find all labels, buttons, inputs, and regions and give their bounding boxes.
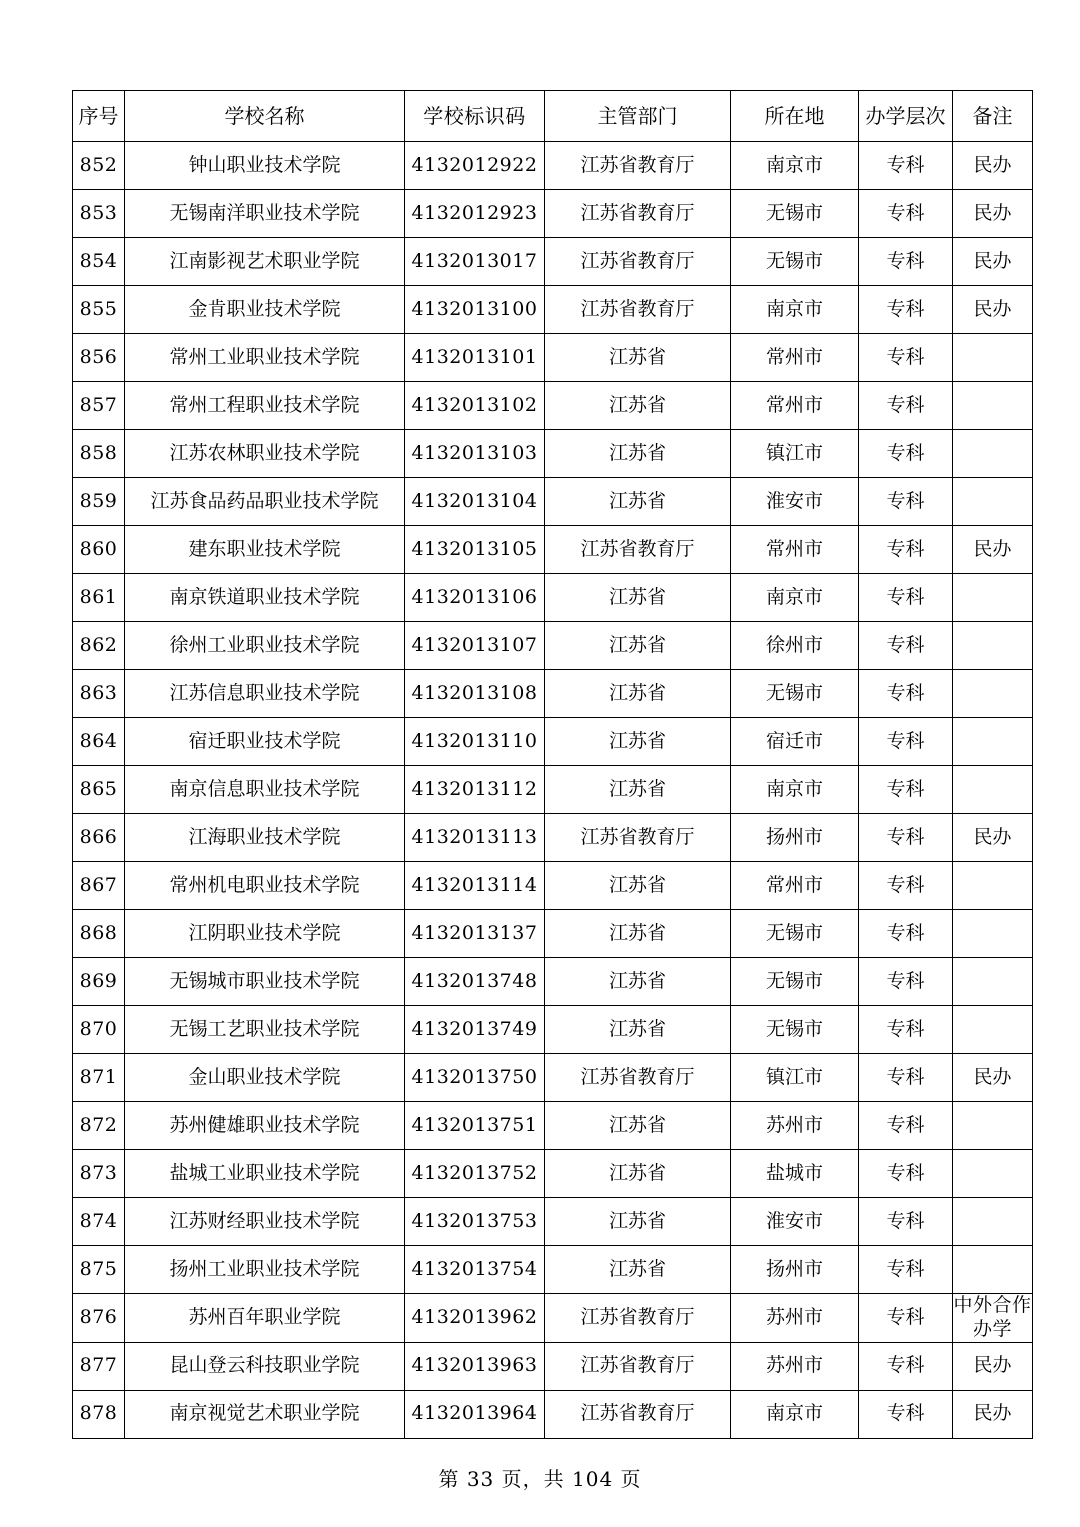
cell-remark xyxy=(953,478,1033,526)
table-header xyxy=(73,91,1033,142)
cell-remark xyxy=(953,622,1033,670)
cell-location: 苏州市 xyxy=(731,1342,859,1390)
cell-index: 872 xyxy=(73,1102,125,1150)
cell-school-name: 常州工业职业技术学院 xyxy=(125,334,405,382)
cell-level: 专科 xyxy=(859,766,953,814)
cell-remark: 民办 xyxy=(953,1342,1033,1390)
cell-school-code: 4132013100 xyxy=(405,286,545,334)
cell-school-name: 盐城工业职业技术学院 xyxy=(125,1150,405,1198)
cell-level: 专科 xyxy=(859,1102,953,1150)
cell-department: 江苏省教育厅 xyxy=(545,286,731,334)
cell-location: 淮安市 xyxy=(731,478,859,526)
cell-level: 专科 xyxy=(859,1006,953,1054)
cell-department: 江苏省教育厅 xyxy=(545,1054,731,1102)
cell-school-name: 徐州工业职业技术学院 xyxy=(125,622,405,670)
cell-school-code: 4132013102 xyxy=(405,382,545,430)
cell-index: 864 xyxy=(73,718,125,766)
cell-school-code: 4132013101 xyxy=(405,334,545,382)
cell-index: 875 xyxy=(73,1246,125,1294)
cell-department: 江苏省教育厅 xyxy=(545,526,731,574)
table-row xyxy=(73,286,1033,334)
cell-school-name: 扬州工业职业技术学院 xyxy=(125,1246,405,1294)
cell-school-name: 无锡城市职业技术学院 xyxy=(125,958,405,1006)
cell-school-name: 南京铁道职业技术学院 xyxy=(125,574,405,622)
cell-department: 江苏省教育厅 xyxy=(545,1342,731,1390)
cell-level: 专科 xyxy=(859,382,953,430)
cell-index: 869 xyxy=(73,958,125,1006)
cell-location: 无锡市 xyxy=(731,238,859,286)
cell-index: 858 xyxy=(73,430,125,478)
cell-index: 878 xyxy=(73,1390,125,1438)
cell-level: 专科 xyxy=(859,574,953,622)
cell-school-code: 4132013962 xyxy=(405,1294,545,1343)
column-header-location: 所在地 xyxy=(731,91,859,142)
cell-remark xyxy=(953,334,1033,382)
cell-location: 淮安市 xyxy=(731,1198,859,1246)
column-header-remark: 备注 xyxy=(953,91,1033,142)
cell-school-name: 江南影视艺术职业学院 xyxy=(125,238,405,286)
cell-school-name: 江苏财经职业技术学院 xyxy=(125,1198,405,1246)
cell-index: 868 xyxy=(73,910,125,958)
table-row xyxy=(73,1006,1033,1054)
cell-remark: 民办 xyxy=(953,526,1033,574)
cell-remark xyxy=(953,670,1033,718)
cell-department: 江苏省 xyxy=(545,574,731,622)
cell-location: 扬州市 xyxy=(731,814,859,862)
cell-index: 866 xyxy=(73,814,125,862)
cell-department: 江苏省 xyxy=(545,766,731,814)
cell-level: 专科 xyxy=(859,814,953,862)
cell-school-code: 4132013749 xyxy=(405,1006,545,1054)
cell-location: 南京市 xyxy=(731,142,859,190)
cell-location: 徐州市 xyxy=(731,622,859,670)
cell-remark xyxy=(953,766,1033,814)
table-row xyxy=(73,1294,1033,1343)
cell-index: 871 xyxy=(73,1054,125,1102)
cell-school-code: 4132013106 xyxy=(405,574,545,622)
table-body xyxy=(73,142,1033,1439)
cell-school-name: 昆山登云科技职业学院 xyxy=(125,1342,405,1390)
cell-school-code: 4132013748 xyxy=(405,958,545,1006)
cell-department: 江苏省 xyxy=(545,1198,731,1246)
cell-school-name: 宿迁职业技术学院 xyxy=(125,718,405,766)
cell-remark xyxy=(953,1198,1033,1246)
page-footer: 第 33 页，共 104 页 xyxy=(438,1467,642,1491)
cell-level: 专科 xyxy=(859,1294,953,1343)
cell-level: 专科 xyxy=(859,910,953,958)
cell-level: 专科 xyxy=(859,334,953,382)
cell-location: 无锡市 xyxy=(731,958,859,1006)
cell-school-code: 4132013964 xyxy=(405,1390,545,1438)
cell-index: 852 xyxy=(73,142,125,190)
table-row xyxy=(73,862,1033,910)
cell-school-name: 江海职业技术学院 xyxy=(125,814,405,862)
cell-department: 江苏省教育厅 xyxy=(545,1390,731,1438)
cell-level: 专科 xyxy=(859,862,953,910)
column-header-school-code: 学校标识码 xyxy=(405,91,545,142)
cell-level: 专科 xyxy=(859,1198,953,1246)
cell-school-code: 4132013112 xyxy=(405,766,545,814)
table-row xyxy=(73,526,1033,574)
cell-department: 江苏省 xyxy=(545,718,731,766)
cell-school-name: 南京视觉艺术职业学院 xyxy=(125,1390,405,1438)
table-row xyxy=(73,478,1033,526)
cell-department: 江苏省 xyxy=(545,1102,731,1150)
cell-location: 无锡市 xyxy=(731,910,859,958)
cell-location: 常州市 xyxy=(731,334,859,382)
table-row xyxy=(73,142,1033,190)
table-row xyxy=(73,334,1033,382)
cell-location: 苏州市 xyxy=(731,1102,859,1150)
cell-index: 859 xyxy=(73,478,125,526)
cell-school-code: 4132013105 xyxy=(405,526,545,574)
cell-level: 专科 xyxy=(859,142,953,190)
cell-department: 江苏省 xyxy=(545,334,731,382)
cell-location: 宿迁市 xyxy=(731,718,859,766)
cell-school-code: 4132012922 xyxy=(405,142,545,190)
cell-department: 江苏省教育厅 xyxy=(545,1294,731,1343)
cell-school-name: 江苏信息职业技术学院 xyxy=(125,670,405,718)
cell-index: 873 xyxy=(73,1150,125,1198)
cell-remark xyxy=(953,1006,1033,1054)
cell-location: 镇江市 xyxy=(731,1054,859,1102)
cell-department: 江苏省教育厅 xyxy=(545,238,731,286)
table-row xyxy=(73,1246,1033,1294)
cell-location: 盐城市 xyxy=(731,1150,859,1198)
cell-department: 江苏省教育厅 xyxy=(545,142,731,190)
cell-department: 江苏省 xyxy=(545,1006,731,1054)
cell-level: 专科 xyxy=(859,1390,953,1438)
cell-location: 无锡市 xyxy=(731,1006,859,1054)
cell-school-code: 4132013104 xyxy=(405,478,545,526)
cell-department: 江苏省 xyxy=(545,862,731,910)
table-row xyxy=(73,382,1033,430)
cell-school-name: 无锡工艺职业技术学院 xyxy=(125,1006,405,1054)
table-row xyxy=(73,1198,1033,1246)
cell-remark: 民办 xyxy=(953,190,1033,238)
table-row xyxy=(73,574,1033,622)
cell-school-code: 4132013114 xyxy=(405,862,545,910)
column-header-school-name: 学校名称 xyxy=(125,91,405,142)
cell-school-code: 4132013113 xyxy=(405,814,545,862)
cell-remark xyxy=(953,958,1033,1006)
cell-remark xyxy=(953,430,1033,478)
cell-remark: 民办 xyxy=(953,238,1033,286)
cell-level: 专科 xyxy=(859,286,953,334)
cell-remark: 民办 xyxy=(953,142,1033,190)
cell-school-code: 4132013752 xyxy=(405,1150,545,1198)
table-row xyxy=(73,238,1033,286)
table-row xyxy=(73,430,1033,478)
cell-remark: 中外合作办学 xyxy=(953,1294,1033,1343)
cell-location: 南京市 xyxy=(731,286,859,334)
cell-school-code: 4132013750 xyxy=(405,1054,545,1102)
cell-school-name: 江阴职业技术学院 xyxy=(125,910,405,958)
table-row xyxy=(73,190,1033,238)
cell-department: 江苏省 xyxy=(545,958,731,1006)
cell-location: 无锡市 xyxy=(731,670,859,718)
cell-location: 扬州市 xyxy=(731,1246,859,1294)
cell-index: 857 xyxy=(73,382,125,430)
table-row xyxy=(73,766,1033,814)
cell-school-name: 常州工程职业技术学院 xyxy=(125,382,405,430)
cell-level: 专科 xyxy=(859,190,953,238)
cell-level: 专科 xyxy=(859,478,953,526)
cell-school-code: 4132013017 xyxy=(405,238,545,286)
cell-school-name: 苏州百年职业学院 xyxy=(125,1294,405,1343)
cell-index: 867 xyxy=(73,862,125,910)
cell-level: 专科 xyxy=(859,1342,953,1390)
cell-remark: 民办 xyxy=(953,814,1033,862)
cell-index: 861 xyxy=(73,574,125,622)
cell-location: 常州市 xyxy=(731,382,859,430)
cell-index: 855 xyxy=(73,286,125,334)
cell-level: 专科 xyxy=(859,718,953,766)
cell-school-code: 4132013753 xyxy=(405,1198,545,1246)
cell-location: 南京市 xyxy=(731,1390,859,1438)
table-row xyxy=(73,1342,1033,1390)
cell-school-code: 4132013108 xyxy=(405,670,545,718)
cell-department: 江苏省 xyxy=(545,430,731,478)
cell-school-code: 4132013103 xyxy=(405,430,545,478)
table-row xyxy=(73,1390,1033,1438)
table-row xyxy=(73,910,1033,958)
cell-location: 南京市 xyxy=(731,766,859,814)
cell-school-name: 苏州健雄职业技术学院 xyxy=(125,1102,405,1150)
table-row xyxy=(73,958,1033,1006)
cell-location: 常州市 xyxy=(731,862,859,910)
cell-school-name: 金肯职业技术学院 xyxy=(125,286,405,334)
cell-school-code: 4132012923 xyxy=(405,190,545,238)
cell-school-name: 无锡南洋职业技术学院 xyxy=(125,190,405,238)
school-list-table xyxy=(72,90,1033,1439)
table-row xyxy=(73,718,1033,766)
cell-index: 865 xyxy=(73,766,125,814)
cell-school-code: 4132013754 xyxy=(405,1246,545,1294)
cell-level: 专科 xyxy=(859,1150,953,1198)
table-header-row xyxy=(73,91,1033,142)
cell-index: 856 xyxy=(73,334,125,382)
cell-remark: 民办 xyxy=(953,1054,1033,1102)
cell-level: 专科 xyxy=(859,238,953,286)
cell-remark: 民办 xyxy=(953,286,1033,334)
cell-location: 南京市 xyxy=(731,574,859,622)
cell-location: 苏州市 xyxy=(731,1294,859,1343)
cell-department: 江苏省 xyxy=(545,622,731,670)
cell-school-name: 钟山职业技术学院 xyxy=(125,142,405,190)
column-header-level: 办学层次 xyxy=(859,91,953,142)
cell-department: 江苏省 xyxy=(545,910,731,958)
cell-school-code: 4132013107 xyxy=(405,622,545,670)
cell-school-name: 江苏农林职业技术学院 xyxy=(125,430,405,478)
cell-remark: 民办 xyxy=(953,1390,1033,1438)
cell-index: 863 xyxy=(73,670,125,718)
cell-department: 江苏省 xyxy=(545,478,731,526)
cell-remark xyxy=(953,1102,1033,1150)
cell-remark xyxy=(953,718,1033,766)
cell-remark xyxy=(953,1150,1033,1198)
cell-department: 江苏省教育厅 xyxy=(545,190,731,238)
cell-index: 876 xyxy=(73,1294,125,1343)
table-row xyxy=(73,1150,1033,1198)
cell-remark xyxy=(953,910,1033,958)
cell-school-name: 常州机电职业技术学院 xyxy=(125,862,405,910)
cell-school-name: 江苏食品药品职业技术学院 xyxy=(125,478,405,526)
table-row xyxy=(73,670,1033,718)
cell-index: 862 xyxy=(73,622,125,670)
cell-index: 860 xyxy=(73,526,125,574)
cell-remark xyxy=(953,862,1033,910)
cell-remark xyxy=(953,574,1033,622)
cell-department: 江苏省教育厅 xyxy=(545,814,731,862)
cell-location: 常州市 xyxy=(731,526,859,574)
column-header-department: 主管部门 xyxy=(545,91,731,142)
cell-school-name: 南京信息职业技术学院 xyxy=(125,766,405,814)
cell-level: 专科 xyxy=(859,670,953,718)
cell-level: 专科 xyxy=(859,526,953,574)
cell-index: 854 xyxy=(73,238,125,286)
cell-remark xyxy=(953,1246,1033,1294)
cell-department: 江苏省 xyxy=(545,382,731,430)
cell-department: 江苏省 xyxy=(545,1246,731,1294)
cell-level: 专科 xyxy=(859,1054,953,1102)
cell-location: 镇江市 xyxy=(731,430,859,478)
cell-level: 专科 xyxy=(859,430,953,478)
column-header-index: 序号 xyxy=(73,91,125,142)
cell-index: 853 xyxy=(73,190,125,238)
cell-school-code: 4132013137 xyxy=(405,910,545,958)
cell-department: 江苏省 xyxy=(545,1150,731,1198)
cell-school-code: 4132013110 xyxy=(405,718,545,766)
cell-index: 874 xyxy=(73,1198,125,1246)
cell-school-code: 4132013963 xyxy=(405,1342,545,1390)
cell-department: 江苏省 xyxy=(545,670,731,718)
cell-school-code: 4132013751 xyxy=(405,1102,545,1150)
cell-school-name: 建东职业技术学院 xyxy=(125,526,405,574)
cell-location: 无锡市 xyxy=(731,190,859,238)
table-row xyxy=(73,622,1033,670)
table-row xyxy=(73,1102,1033,1150)
cell-remark xyxy=(953,382,1033,430)
table-row xyxy=(73,1054,1033,1102)
cell-level: 专科 xyxy=(859,1246,953,1294)
cell-index: 877 xyxy=(73,1342,125,1390)
cell-index: 870 xyxy=(73,1006,125,1054)
cell-level: 专科 xyxy=(859,958,953,1006)
cell-level: 专科 xyxy=(859,622,953,670)
table-row xyxy=(73,814,1033,862)
cell-school-name: 金山职业技术学院 xyxy=(125,1054,405,1102)
